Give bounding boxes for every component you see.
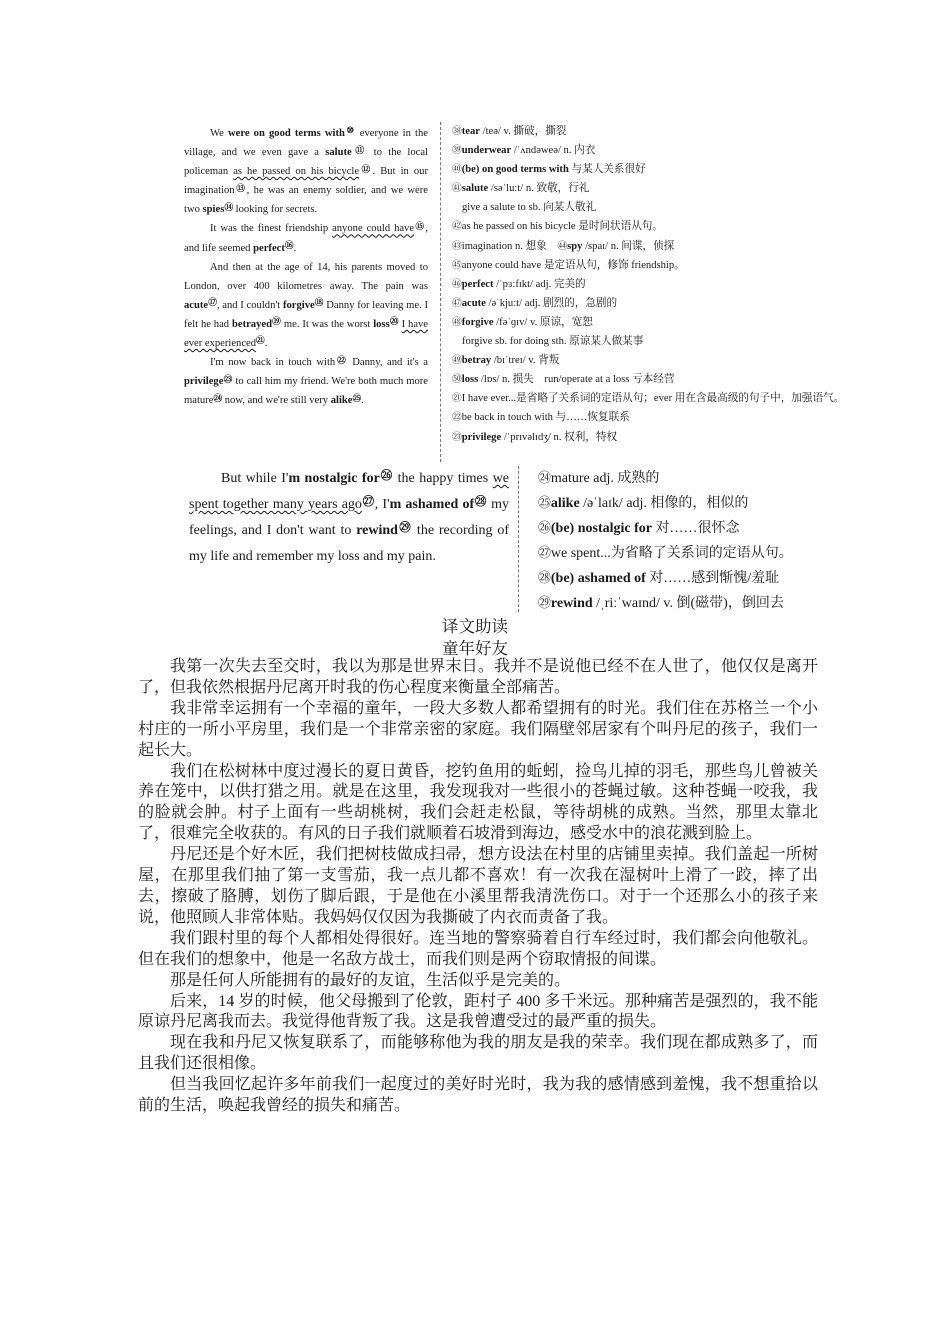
note-number: ㉖ — [538, 521, 551, 535]
note-number: ㉑ — [256, 335, 265, 346]
note-number: ㊿ — [452, 374, 462, 386]
translation-heading: 译文助读 — [442, 617, 508, 636]
text-run: /ˈpɜːfɪkt/ adj. 完美的 — [493, 278, 586, 290]
vocab-note — [452, 389, 852, 408]
note-number: ㉙ — [538, 596, 551, 610]
text-run: the happy times — [393, 471, 493, 486]
text-run: , he was an enemy soldier, and we were two — [184, 185, 428, 216]
text-run: /spaɪ/ n. 间谍，侦探 — [582, 240, 675, 252]
key-phrase: acute — [184, 299, 209, 311]
key-phrase: perfect — [461, 278, 494, 290]
note-number: ㊺ — [452, 259, 462, 271]
translation-paragraph: 我们在松树林中度过漫长的夏日黄昏，挖钓鱼用的蚯蚓，捡鸟儿掉的羽毛，那些鸟儿曾被关养在笼中，以供打猎之用。就是在这里，我发现我对一些很小的苍蝇过敏。这种苍蝇一咬我，我的脸就会肿。村子上面有一些胡桃树，我们会赶走松鼠，等待胡桃的成熟。当然，那里太靠北了，很难完全收获的。有风的日子我们就顺着石坡滑到海边，感受水中的浪花溅到脸上。 — [138, 762, 818, 843]
text-run: anyone could have 是定语从句，修饰 friendship。 — [461, 259, 685, 271]
text-run: looking for secrets. — [233, 204, 318, 216]
key-phrase: m ashamed of — [389, 497, 475, 512]
note-number: ㉘ — [474, 495, 487, 508]
vocab-note — [538, 466, 868, 491]
note-number: ㉒ — [335, 354, 348, 365]
text-run: Danny for leaving me. I felt he had — [184, 299, 428, 330]
key-phrase: (be) on good terms with — [461, 164, 569, 176]
note-number: ㉓ — [452, 431, 462, 443]
note-number: ㊶ — [452, 183, 462, 195]
key-phrase: rewind — [550, 596, 593, 611]
translation-title: 童年好友 — [442, 639, 508, 658]
note-number: ㉓ — [223, 373, 233, 384]
translation-paragraph: 我非常幸运拥有一个幸福的童年，一段大多数人都希望拥有的时光。我们住在苏格兰一个小村庄的一所小平房里，我们是一个非常亲密的家庭。我们隔壁邻居家有个叫丹尼的孩子，我们一起长大。 — [138, 699, 818, 759]
vocab-note — [452, 237, 852, 256]
key-phrase: were on good terms with — [227, 128, 345, 139]
note-number: ㉙ — [397, 521, 413, 534]
note-number: ㉒ — [452, 412, 462, 424]
text-run: imagination n. 想象 — [461, 240, 558, 252]
text-run: to the local policeman — [184, 147, 429, 178]
key-phrase: rewind — [356, 523, 398, 538]
text-run: , and I couldn't — [216, 299, 283, 311]
text-run: /əˈkjuːt/ adj. 剧烈的，急剧的 — [485, 297, 618, 309]
text-run: give a salute to sb. 向某人敬礼 — [462, 202, 597, 214]
note-number: ㊳ — [452, 126, 462, 137]
vocab-note — [452, 179, 852, 198]
text-run: /fəˈɡɪv/ v. 原谅，宽恕 — [493, 316, 593, 328]
text-run: as he passed on his bicycle — [233, 166, 360, 178]
key-phrase: betray — [461, 355, 492, 367]
note-number: ㉘ — [538, 571, 551, 585]
passage-paragraph — [184, 124, 428, 219]
vocab-note — [452, 198, 852, 217]
note-number: ⑯ — [284, 239, 294, 250]
vocab-note — [452, 256, 852, 275]
text-run: . — [361, 395, 364, 407]
translation-paragraph: 我们跟村里的每个人都相处得很好。连当地的警察骑着自行车经过时，我们都会向他敬礼。但在我们的想象中，他是一名敌方战士，而我们则是两个窃取情报的间谍。 — [138, 929, 818, 968]
passage-upper-left — [184, 124, 428, 410]
vocab-note — [452, 332, 852, 351]
key-phrase: m nostalgic for — [288, 471, 380, 486]
text-run: 对……感到惭愧/羞耻 — [645, 571, 780, 586]
text-run: , and life seemed — [184, 223, 428, 254]
note-number: ㊸ — [452, 240, 462, 252]
vocab-notes-upper — [452, 122, 852, 447]
text-run: we spent...为省略了关系词的定语从句。 — [550, 546, 793, 561]
text-run: . But in our imagination — [184, 166, 429, 197]
vocab-note — [538, 516, 868, 541]
note-number: ㊹ — [557, 240, 568, 252]
key-phrase: forgive — [282, 299, 315, 311]
translation-paragraph: 那是任何人所能拥有的最好的友谊，生活似乎是完美的。 — [170, 971, 571, 989]
text-run: anyone could have — [332, 223, 415, 235]
text-run: /əˈlaɪk/ adj. 相像的，相似的 — [579, 496, 749, 511]
text-run: But while I' — [221, 471, 289, 486]
vocab-note — [452, 294, 852, 313]
note-number: ㊷ — [452, 221, 462, 233]
text-run: I'm now back in touch with — [210, 357, 336, 369]
vocab-note — [452, 275, 852, 294]
text-run: /ˌriːˈwaɪnd/ v. 倒(磁带)，倒回去 — [592, 596, 784, 611]
key-phrase: loss — [373, 318, 390, 330]
vocab-notes-lower — [538, 466, 868, 616]
text-run: forgive sb. for doing sth. 原谅某人做某事 — [462, 336, 644, 348]
text-run: /teə/ v. 撕破，撕裂 — [479, 126, 567, 137]
note-number: ㉖ — [379, 469, 394, 482]
translation-paragraph: 我第一次失去至交时，我以为那是世界末日。我并不是说他已经不在人世了，他仅仅是离开了，但我依然根据丹尼离开时我的伤心程度来衡量全部痛苦。 — [138, 658, 818, 696]
text-run: We — [210, 128, 228, 139]
note-number: ⑫ — [359, 163, 373, 174]
vocab-note — [538, 491, 868, 516]
vocab-note — [538, 541, 868, 566]
text-run: , I' — [374, 497, 390, 512]
text-run: to call him my friend. We're both much more mature — [184, 376, 429, 407]
key-phrase: loss — [461, 374, 479, 386]
key-phrase: alike — [330, 395, 353, 407]
vocab-note — [452, 428, 852, 447]
text-run: now, and we're still very — [222, 395, 331, 407]
text-run: my feelings, and I don't want to — [189, 497, 510, 538]
note-number: ⑪ — [351, 144, 368, 155]
text-run: . — [293, 242, 297, 254]
note-number: ㉕ — [352, 392, 362, 403]
key-phrase: alike — [550, 496, 580, 511]
note-number: ㊵ — [452, 164, 462, 176]
text-run: /bɪˈtreɪ/ v. 背叛 — [491, 355, 560, 367]
vocab-note — [538, 566, 868, 591]
vocab-note — [452, 141, 852, 160]
vocab-note — [452, 351, 852, 370]
text-run: Danny, and it's a — [347, 357, 428, 369]
note-number: ⑭ — [224, 201, 234, 212]
translation-paragraph: 丹尼还是个好木匠，我们把树枝做成扫帚，想方设法在村里的店铺里卖掉。我们盖起一所树屋，在那里我们抽了第一支雪茄，我一点儿都不喜欢！有一次我在湿树叶上滑了一跤，摔了出去，擦破了胳膊，划伤了脚后跟，于是他在小溪里帮我清洗伤口。对于一个还那么小的孩子来说，他照顾人非常体贴。我妈妈仅仅因为我撕破了内衣而责备了我。 — [138, 846, 818, 926]
translation-paragraph: 后来，14 岁的时候，他父母搬到了伦敦，距村子 400 多千米远。那种痛苦是强烈的，我不能原谅丹尼离我而去。我觉得他背叛了我。这是我曾遭受过的最严重的损失。 — [138, 992, 818, 1031]
note-number: ⑮ — [414, 220, 426, 231]
text-run: everyone in the village, and we even gave a — [184, 128, 428, 159]
note-number: ㉕ — [538, 496, 551, 510]
key-phrase: salute — [325, 147, 352, 159]
key-phrase: perfect — [253, 242, 285, 254]
text-run: 对……很怀念 — [651, 521, 740, 536]
vocab-note — [452, 217, 852, 236]
note-number: ㉗ — [538, 546, 551, 560]
text-run: It was the finest friendship — [210, 223, 333, 235]
vocab-note — [452, 313, 852, 332]
passage-lower-left — [189, 466, 509, 569]
note-number: ⑬ — [234, 182, 247, 193]
note-number: ㉑ — [452, 393, 462, 405]
passage-paragraph — [189, 466, 509, 569]
text-run: I have ever experienced — [184, 318, 429, 350]
key-phrase: acute — [461, 297, 486, 309]
text-run: as he passed on his bicycle 是时间状语从句。 — [461, 221, 663, 233]
key-phrase: privilege — [184, 376, 224, 388]
key-phrase: privilege — [461, 431, 502, 443]
key-phrase: spy — [567, 240, 583, 252]
text-run: I have ever...是省略了关系词的定语从句；ever 用在含最高级的句子中，加强语气。 — [461, 393, 845, 405]
text-run: 与某人关系很好 — [568, 164, 646, 176]
text-run: /səˈluːt/ n. 致敬，行礼 — [488, 183, 590, 195]
note-number: ㊻ — [452, 278, 462, 290]
key-phrase: salute — [461, 183, 489, 195]
text-run: we spent together many years ago — [189, 471, 510, 512]
column-divider-lower — [518, 466, 519, 612]
key-phrase: spies — [202, 204, 225, 216]
note-number: ㉔ — [213, 392, 223, 403]
passage-paragraph — [184, 353, 428, 410]
key-phrase: tear — [461, 126, 480, 137]
text-run: And then at the age of 14, his parents moved to London, over 400 kilometres away. The pain was — [184, 261, 428, 292]
vocab-note — [452, 160, 852, 179]
translation-paragraph: 但当我回忆起许多年前我们一起度过的美好时光时，我为我的感情感到羞愧，我不想重拾以前的生活，唤起我曾经的损失和痛苦。 — [138, 1076, 818, 1115]
vocab-note — [452, 122, 852, 141]
text-run: /lɒs/ n. 损失 run/operate at a loss 亏本经营 — [478, 374, 675, 386]
translation-paragraph: 现在我和丹尼又恢复联系了，而能够称他为我的朋友是我的荣幸。我们现在都成熟多了，而且我们还很相像。 — [138, 1034, 818, 1073]
note-number: ㊽ — [452, 316, 462, 328]
note-number: ⑳ — [389, 316, 399, 327]
text-run: /ˈʌndəweə/ n. 内衣 — [511, 145, 596, 157]
text-run: be back in touch with 与……恢复联系 — [461, 412, 630, 424]
text-run: me. It was the worst — [281, 318, 374, 330]
note-number: ㊴ — [452, 145, 462, 157]
note-number: ㉔ — [538, 471, 551, 485]
vocab-note — [452, 370, 852, 389]
key-phrase: (be) nostalgic for — [550, 521, 652, 536]
note-number: ⑰ — [208, 297, 217, 308]
vocab-note — [452, 408, 852, 427]
key-phrase: forgive — [461, 316, 494, 328]
note-number: ⑱ — [314, 297, 324, 308]
note-number: ⑲ — [271, 316, 282, 327]
note-number: ㊾ — [452, 355, 462, 367]
key-phrase: (be) ashamed of — [550, 571, 646, 586]
text-run: mature adj. 成熟的 — [550, 471, 660, 486]
text-run: the recording of my life and remember my loss and my pain. — [189, 523, 509, 564]
column-divider — [440, 122, 441, 462]
text-run: . — [264, 338, 268, 350]
note-number: ㉗ — [361, 495, 375, 508]
passage-paragraph — [184, 258, 428, 353]
text-run: /ˈprɪvəlɪdʒ/ n. 权利，特权 — [501, 431, 618, 443]
translation-body — [138, 657, 818, 1117]
key-phrase: betrayed — [231, 318, 272, 330]
note-number: ⑩ — [344, 125, 356, 136]
note-number: ㊼ — [452, 297, 462, 309]
key-phrase: underwear — [461, 145, 512, 157]
passage-paragraph — [184, 219, 428, 257]
